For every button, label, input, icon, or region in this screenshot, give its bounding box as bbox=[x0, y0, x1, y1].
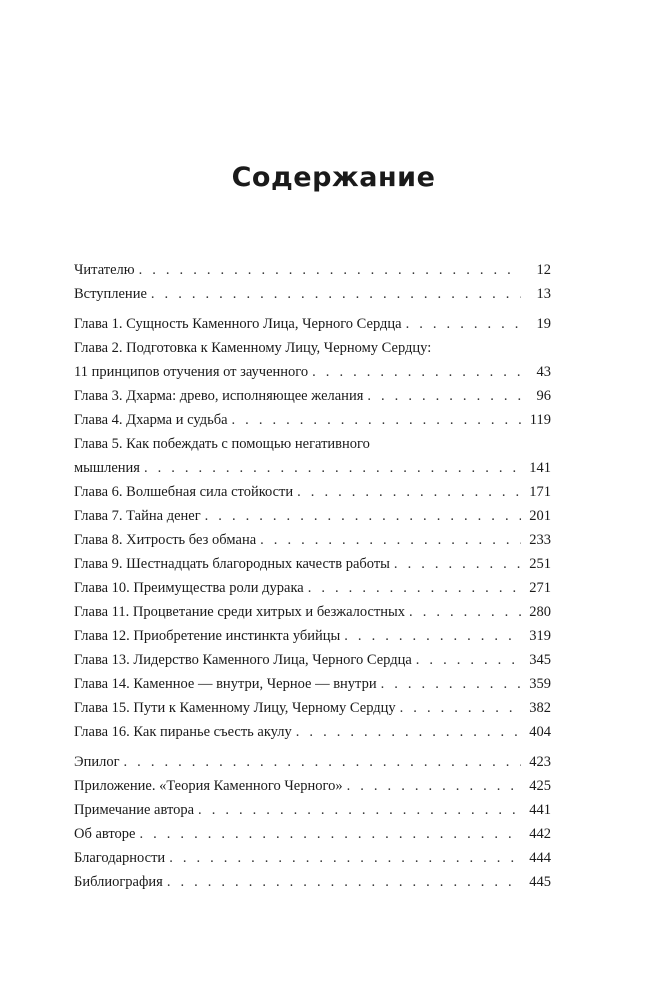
toc-entry-label: Глава 9. Шестнадцать благородных качеств работы bbox=[74, 556, 390, 572]
toc-entry-label: Глава 6. Волшебная сила стойкости bbox=[74, 484, 294, 500]
toc-entry[interactable] bbox=[74, 822, 551, 846]
toc-entry-page: 171 bbox=[529, 484, 551, 500]
toc-entry-page: 12 bbox=[536, 262, 551, 278]
toc-entry[interactable] bbox=[74, 408, 551, 432]
toc-entry-page: 423 bbox=[529, 754, 551, 770]
toc-entry-label: Приложение. «Теория Каменного Черного» bbox=[74, 778, 343, 794]
toc-entry-label: Библиография bbox=[74, 874, 163, 890]
dot-leader bbox=[260, 528, 521, 552]
toc-entry[interactable] bbox=[74, 870, 551, 894]
dot-leader bbox=[169, 846, 521, 870]
dot-leader bbox=[347, 774, 521, 798]
toc-entry[interactable] bbox=[74, 624, 551, 648]
toc-entry-page: 382 bbox=[529, 700, 551, 716]
toc-entry-label: Об авторе bbox=[74, 826, 136, 842]
toc-entry[interactable] bbox=[74, 600, 551, 624]
toc-entry-label: Глава 15. Пути к Каменному Лицу, Черному Сердцу bbox=[74, 700, 396, 716]
toc-entry-page: 13 bbox=[536, 286, 551, 302]
toc-entry-page: 201 bbox=[529, 508, 551, 524]
dot-leader bbox=[367, 384, 521, 408]
toc-entry-page: 96 bbox=[536, 388, 551, 404]
dot-leader bbox=[139, 822, 521, 846]
toc-entry-label: Глава 4. Дхарма и судьба bbox=[74, 412, 228, 428]
toc-entry[interactable] bbox=[74, 576, 551, 600]
dot-leader bbox=[198, 798, 521, 822]
toc-entry-page: 444 bbox=[529, 850, 551, 866]
dot-leader bbox=[151, 282, 521, 306]
toc-entry-label: Глава 1. Сущность Каменного Лица, Черного Сердца bbox=[74, 316, 402, 332]
toc-entry-page: 251 bbox=[529, 556, 551, 572]
toc-entry-label: Глава 3. Дхарма: древо, исполняющее желания bbox=[74, 388, 364, 404]
toc-entry[interactable] bbox=[74, 312, 551, 336]
toc-entry-page: 43 bbox=[536, 364, 551, 380]
toc-entry-page: 404 bbox=[529, 724, 551, 740]
toc-entry-label: Благодарности bbox=[74, 850, 166, 866]
dot-leader bbox=[296, 720, 521, 744]
toc-entry-label: 11 принципов отучения от заученного bbox=[74, 364, 309, 380]
dot-leader bbox=[144, 456, 521, 480]
toc-entry[interactable] bbox=[74, 696, 551, 720]
table-of-contents bbox=[74, 258, 551, 894]
page-title: Содержание bbox=[231, 162, 436, 193]
toc-entry-label: мышления bbox=[74, 460, 140, 476]
toc-entry-page: 280 bbox=[529, 604, 551, 620]
toc-entry-label: Эпилог bbox=[74, 754, 120, 770]
toc-entry-label: Глава 12. Приобретение инстинкта убийцы bbox=[74, 628, 341, 644]
toc-entry[interactable] bbox=[74, 258, 551, 282]
toc-entry-label: Глава 13. Лидерство Каменного Лица, Черного Сердца bbox=[74, 652, 412, 668]
toc-entry[interactable] bbox=[74, 282, 551, 306]
toc-entry-page: 445 bbox=[529, 874, 551, 890]
toc-entry[interactable] bbox=[74, 750, 551, 774]
dot-leader bbox=[139, 258, 521, 282]
toc-entry-page: 441 bbox=[529, 802, 551, 818]
toc-entry-page: 119 bbox=[529, 412, 551, 428]
toc-entry[interactable] bbox=[74, 648, 551, 672]
toc-entry[interactable] bbox=[74, 672, 551, 696]
toc-entry-label: Читателю bbox=[74, 262, 135, 278]
toc-entry[interactable] bbox=[74, 552, 551, 576]
toc-entry-label: Глава 7. Тайна денег bbox=[74, 508, 201, 524]
dot-leader bbox=[406, 312, 521, 336]
dot-leader bbox=[297, 480, 521, 504]
toc-entry-page: 425 bbox=[529, 778, 551, 794]
toc-entry[interactable] bbox=[74, 480, 551, 504]
toc-entry-label: Глава 10. Преимущества роли дурака bbox=[74, 580, 304, 596]
dot-leader bbox=[232, 408, 521, 432]
toc-entry-label: Примечание автора bbox=[74, 802, 195, 818]
toc-entry-page: 19 bbox=[536, 316, 551, 332]
toc-entry-page: 345 bbox=[529, 652, 551, 668]
toc-entry-first-line[interactable] bbox=[74, 336, 551, 360]
toc-entry[interactable] bbox=[74, 798, 551, 822]
dot-leader bbox=[409, 600, 521, 624]
toc-entry-page: 233 bbox=[529, 532, 551, 548]
dot-leader bbox=[394, 552, 521, 576]
toc-entry[interactable] bbox=[74, 504, 551, 528]
toc-entry-label: Глава 5. Как побеждать с помощью негативного bbox=[74, 436, 370, 452]
toc-entry-continuation[interactable] bbox=[74, 456, 551, 480]
toc-entry-page: 319 bbox=[529, 628, 551, 644]
dot-leader bbox=[344, 624, 521, 648]
dot-leader bbox=[124, 750, 521, 774]
toc-entry-page: 271 bbox=[529, 580, 551, 596]
dot-leader bbox=[416, 648, 521, 672]
dot-leader bbox=[308, 576, 521, 600]
toc-entry-label: Глава 2. Подготовка к Каменному Лицу, Черному Сердцу: bbox=[74, 340, 432, 356]
toc-entry-label: Глава 11. Процветание среди хитрых и безжалостных bbox=[74, 604, 406, 620]
toc-entry-page: 141 bbox=[529, 460, 551, 476]
dot-leader bbox=[205, 504, 521, 528]
toc-entry-page: 359 bbox=[529, 676, 551, 692]
toc-entry[interactable] bbox=[74, 528, 551, 552]
toc-entry-label: Глава 14. Каменное — внутри, Черное — внутри bbox=[74, 676, 377, 692]
toc-entry-label: Вступление bbox=[74, 286, 147, 302]
toc-entry-label: Глава 8. Хитрость без обмана bbox=[74, 532, 257, 548]
toc-entry[interactable] bbox=[74, 384, 551, 408]
toc-entry[interactable] bbox=[74, 846, 551, 870]
dot-leader bbox=[400, 696, 521, 720]
toc-entry-label: Глава 16. Как пиранье съесть акулу bbox=[74, 724, 292, 740]
toc-entry-page: 442 bbox=[529, 826, 551, 842]
dot-leader bbox=[167, 870, 521, 894]
dot-leader bbox=[312, 360, 521, 384]
toc-entry-continuation[interactable] bbox=[74, 360, 551, 384]
toc-entry-first-line[interactable] bbox=[74, 432, 551, 456]
dot-leader bbox=[381, 672, 521, 696]
toc-entry[interactable] bbox=[74, 774, 551, 798]
toc-entry[interactable] bbox=[74, 720, 551, 744]
